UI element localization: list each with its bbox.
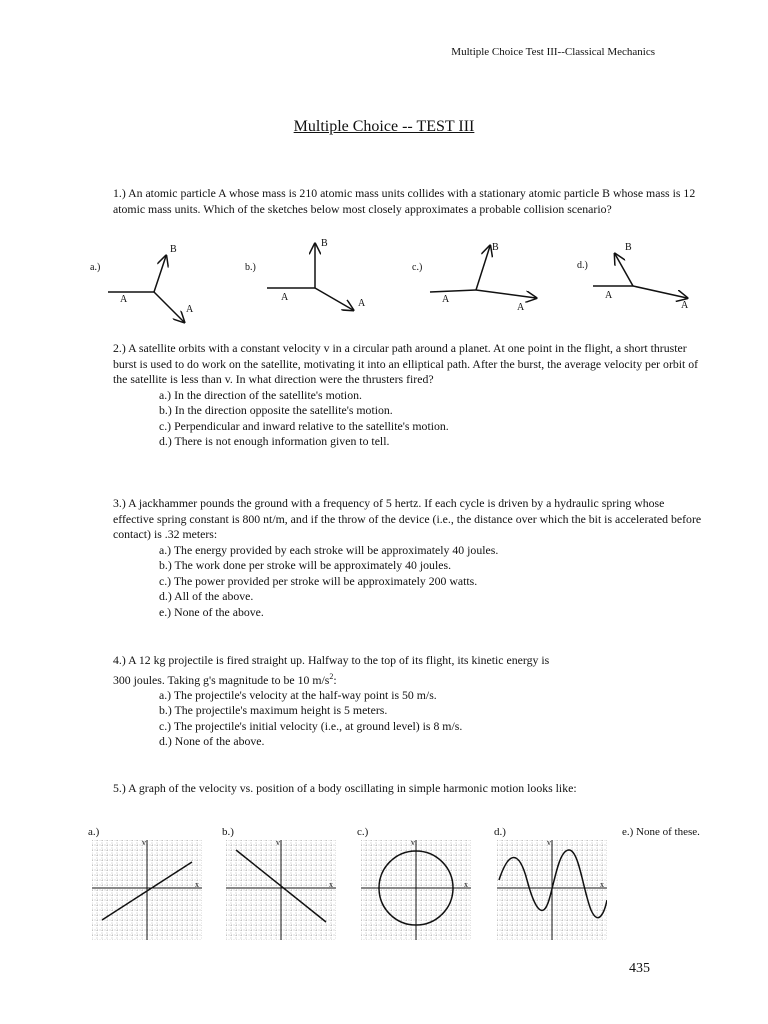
question-3 [113,496,703,620]
label-b: B [625,242,632,253]
answer-option: b.) In the direction opposite the satellite's motion. [159,403,393,417]
question-5-text: 5.) A graph of the velocity vs. position of a body oscillating in simple harmonic motion looks like: [113,781,577,795]
q4-line2-text: 300 joules. Taking g's magnitude to be 10 m/s [113,672,330,687]
graph-c [361,840,471,940]
answer-option: a.) The projectile's velocity at the half-way point is 50 m/s. [159,687,437,702]
graph-label-c: c.) [357,826,369,838]
graph-label-d: d.) [494,826,506,838]
question-2-text: 2.) A satellite orbits with a constant velocity v in a circular path around a planet. At one point in the flight, a short thruster burst is used to do work on the satellite, motivating it into an elliptical path. After the burst, the average velocity per orbit of the satellite is less than v. In what direction were the thrusters fired? [113,341,699,386]
collision-sketch-c [412,238,562,318]
axis-x-label: x [600,880,604,889]
answer-option: e.) None of the above. [159,604,264,619]
label-a-in: A [605,290,613,301]
velocity-position-plot-d [497,840,607,940]
question-4-text-line2 [113,669,703,688]
answer-option: a.) The energy provided by each stroke will be approximately 40 joules. [159,542,499,557]
label-b: B [170,244,177,255]
answer-option: c.) The projectile's initial velocity (i.e., at ground level) is 8 m/s. [159,718,463,733]
q1-diagram-a [90,238,240,318]
q1-diagram-d [577,238,727,318]
velocity-position-plot-b [226,840,336,940]
page-number: 435 [629,961,650,976]
q4-superscript: 2 [329,671,334,681]
axis-v-label: v [411,838,415,847]
answer-option: d.) None of the above. [159,734,265,749]
axis-x-label: x [329,880,333,889]
velocity-position-plot-c [361,840,471,940]
question-5 [113,781,703,797]
question-1-text: 1.) An atomic particle A whose mass is 210 atomic mass units collides with a stationary atomic particle B whose mass is 12 atomic mass units. Which of the sketches below most closely approximates a probable collision scenario? [113,186,696,216]
axis-v-label: v [547,838,551,847]
page-title: Multiple Choice -- TEST III [293,118,475,135]
question-4 [113,653,703,750]
answer-option: b.) The work done per stroke will be approximately 40 joules. [159,558,452,572]
graph-b [226,840,336,940]
label-a-in: A [442,294,450,305]
axis-v-label: v [142,838,146,847]
question-2 [113,341,703,450]
answer-option: c.) The power provided per stroke will be approximately 200 watts. [159,573,478,588]
label-a-in: A [120,294,128,305]
axis-v-label: v [276,838,280,847]
graph-label-a: a.) [88,826,100,838]
q1-diagram-b [245,238,395,318]
label-a-in: A [281,292,289,303]
question-3-text: 3.) A jackhammer pounds the ground with a frequency of 5 hertz. If each cycle is driven by a hydraulic spring whose effective spring constant is 800 nt/m, and if the throw of the device (i.e., the distance over which the bit is accelerated before contact) is .32 meters: [113,496,702,541]
q1-diagram-c [412,238,562,318]
label-a-out: A [681,300,689,311]
answer-option: a.) In the direction of the satellite's motion. [159,387,362,402]
diagram-label: b.) [245,262,256,273]
answer-option: b.) The projectile's maximum height is 5 meters. [159,703,388,718]
option-e-text: e.) None of these. [622,826,700,838]
label-b: B [492,242,499,253]
question-1 [113,186,703,217]
running-header: Multiple Choice Test III--Classical Mechanics [451,46,655,58]
answer-option: d.) There is not enough information given to tell. [159,434,390,448]
diagram-label: d.) [577,260,588,271]
velocity-position-plot-a [92,840,202,940]
label-b: B [321,238,328,249]
collision-sketch-a [90,238,240,318]
graph-label-b: b.) [222,826,234,838]
axis-x-label: x [464,880,468,889]
question-4-text-line1: 4.) A 12 kg projectile is fired straight up. Halfway to the top of its flight, its kinetic energy is [113,653,550,667]
graph-d [497,840,607,940]
label-a-out: A [358,298,366,309]
answer-option: d.) All of the above. [159,589,254,603]
graph-a [92,840,202,940]
collision-sketch-d [577,238,727,318]
q4-line2-colon: : [333,672,337,687]
answer-option: c.) Perpendicular and inward relative to the satellite's motion. [159,418,449,433]
diagram-label: c.) [412,262,423,273]
axis-x-label: x [195,880,199,889]
collision-sketch-b [245,238,395,318]
diagram-label: a.) [90,262,101,273]
label-a-out: A [517,302,525,313]
label-a-out: A [186,304,194,315]
